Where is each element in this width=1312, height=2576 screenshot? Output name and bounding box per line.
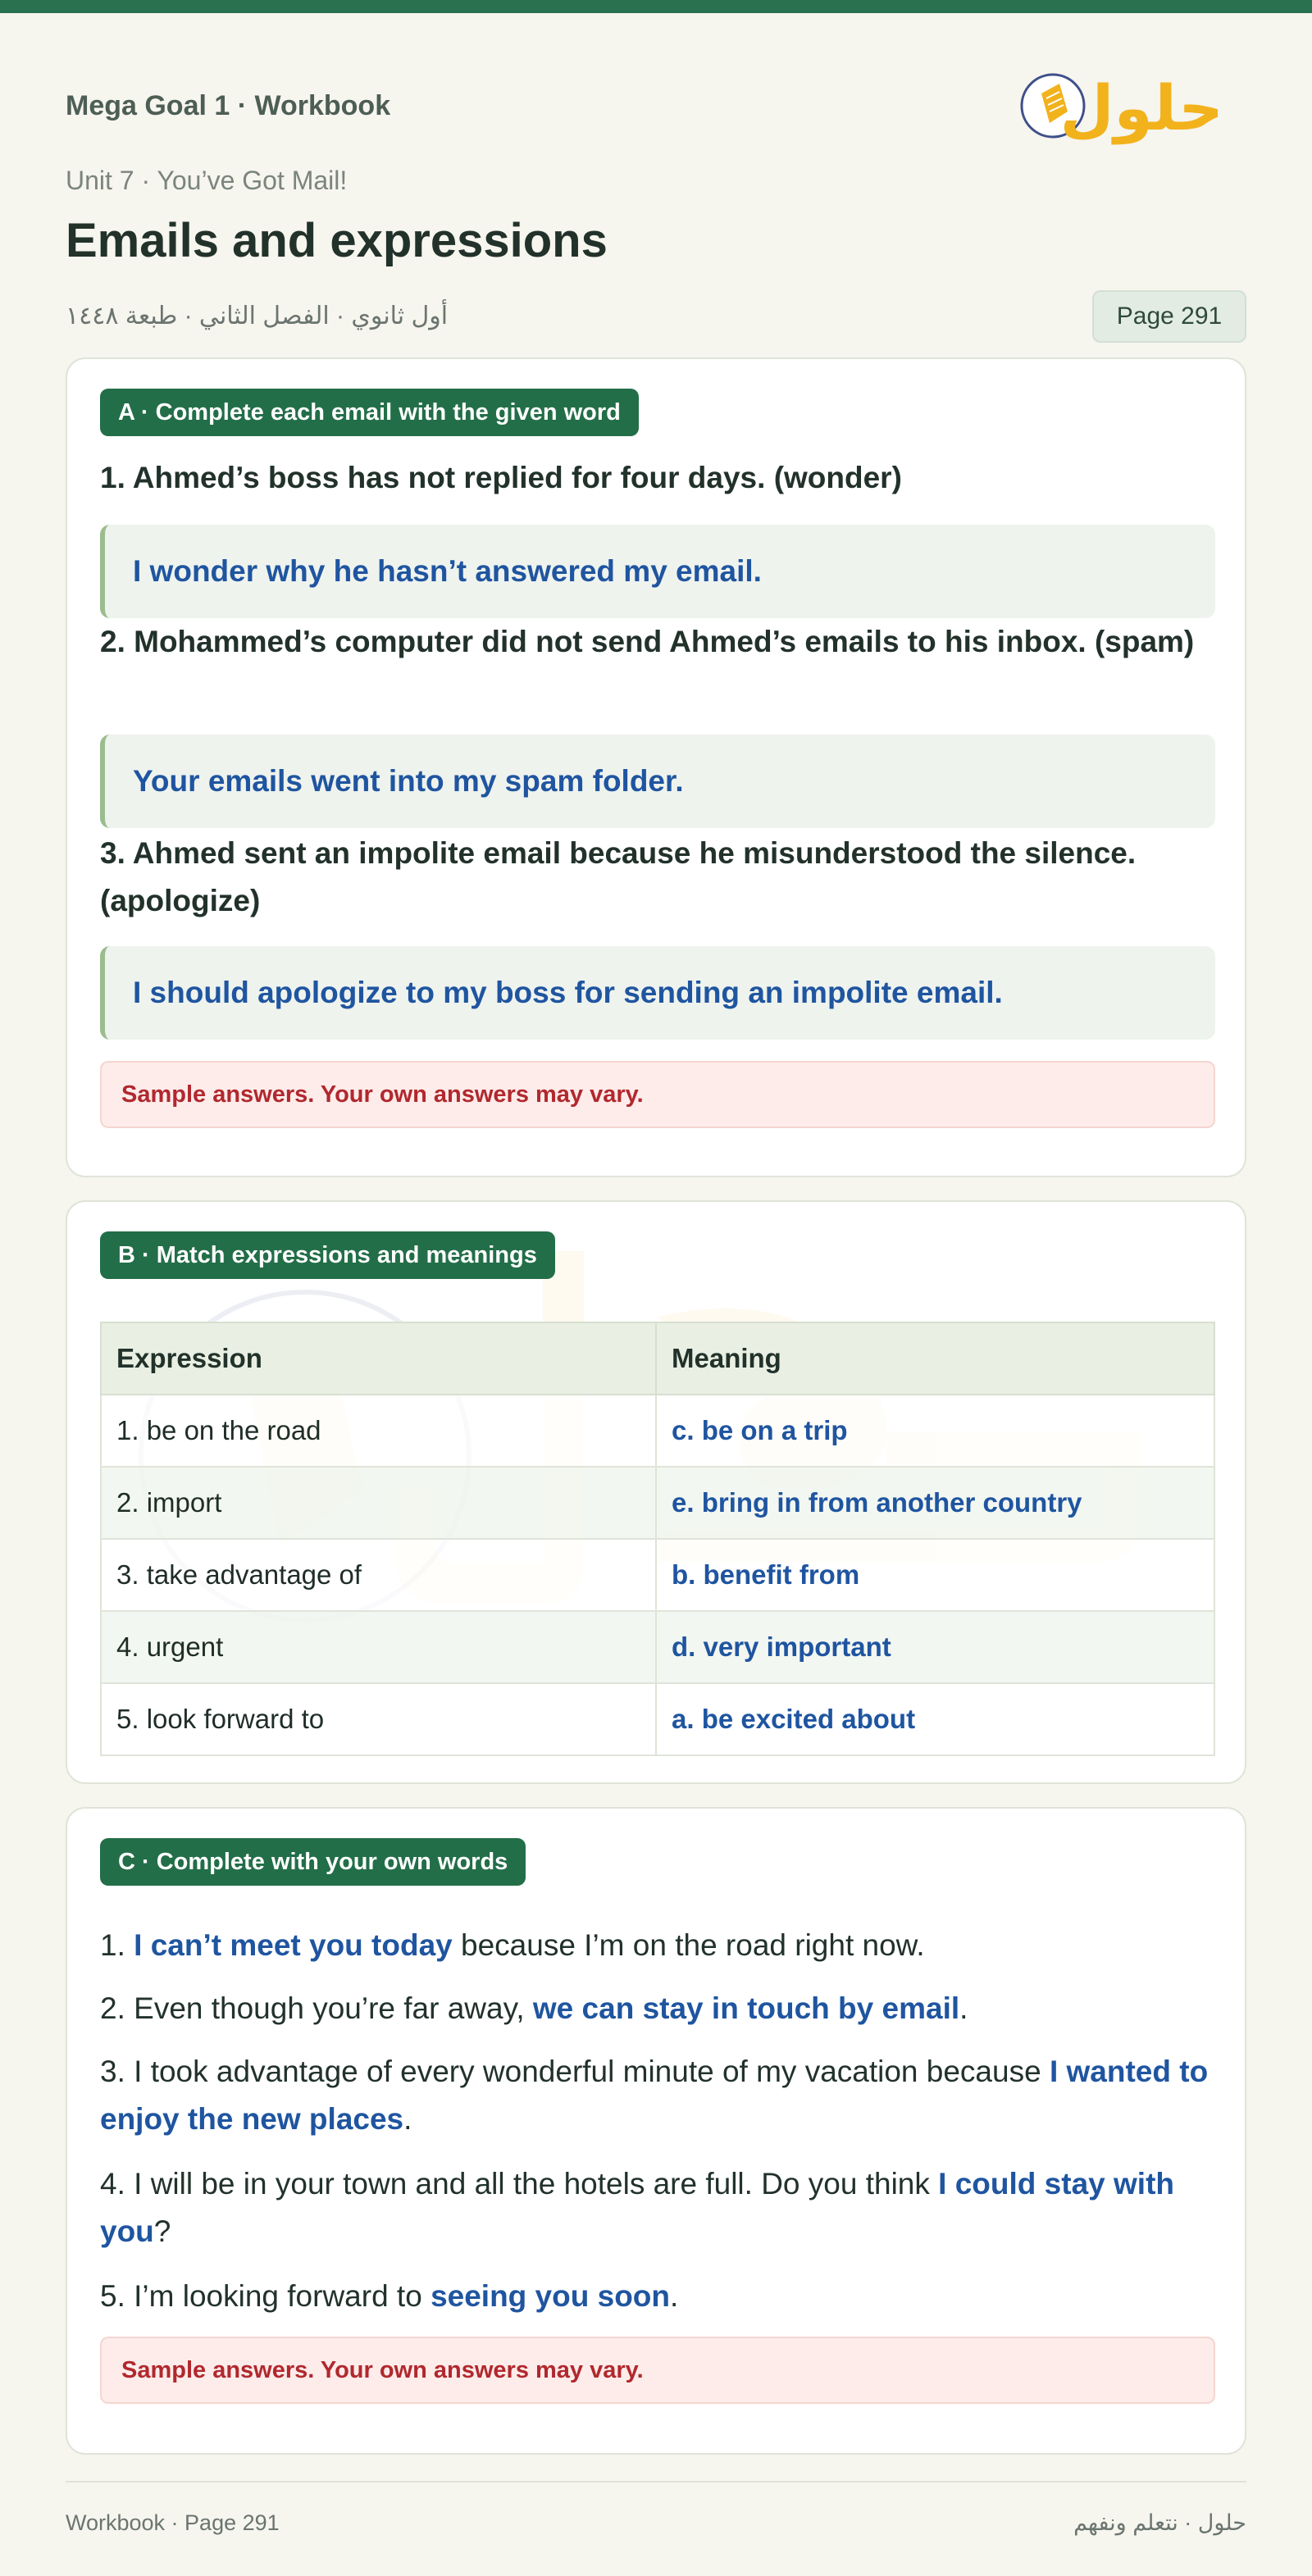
section-a-card — [66, 357, 1246, 1177]
table-row — [101, 1611, 1214, 1683]
footer-page-label: Workbook · Page 291 — [66, 2510, 280, 2535]
meaning-cell: b. benefit from — [656, 1539, 1214, 1611]
sample-answers-note: Sample answers. Your own answers may vary. — [100, 2337, 1215, 2404]
page-header — [0, 13, 1312, 357]
table-header-row — [101, 1322, 1214, 1395]
logo-text: حلول — [1059, 71, 1223, 144]
question-1: 1. Ahmed’s boss has not replied for four days. (wonder) — [100, 461, 902, 494]
section-b-card — [66, 1200, 1246, 1784]
completion-item-1 — [100, 1922, 1223, 1969]
meaning-cell: a. be excited about — [656, 1683, 1214, 1755]
table-row — [101, 1395, 1214, 1467]
unit-line: Unit 7 · You’ve Got Mail! — [66, 166, 348, 195]
footer-divider — [66, 2481, 1246, 2483]
item-text: . — [959, 1991, 968, 2025]
answer-1: I wonder why he hasn’t answered my email. — [100, 525, 1215, 618]
expression-cell: 3. take advantage of — [101, 1539, 656, 1611]
section-c-card — [66, 1807, 1246, 2455]
answer-2: Your emails went into my spam folder. — [100, 735, 1215, 828]
item-answer: I can’t meet you today — [134, 1928, 453, 1962]
item-answer: seeing you soon — [430, 2279, 670, 2313]
item-text: 2. Even though you’re far away, — [100, 1991, 533, 2025]
item-answer: I could stay with you — [100, 2167, 1174, 2248]
table-row — [101, 1467, 1214, 1539]
question-3: 3. Ahmed sent an impolite email because he misunderstood the silence. (apologize) — [100, 836, 1137, 917]
item-text: 5. I’m looking forward to — [100, 2279, 431, 2313]
expression-cell: 4. urgent — [101, 1611, 656, 1683]
completion-item-4 — [100, 2160, 1223, 2255]
item-text: 1. — [100, 1928, 134, 1962]
section-a-label: A · Complete each email with the given word — [100, 389, 639, 436]
completion-item-2 — [100, 1985, 1223, 2032]
table-row — [101, 1539, 1214, 1611]
question-2: 2. Mohammed’s computer did not send Ahmed’s emails to his inbox. (spam) — [100, 625, 1195, 658]
page-title: Emails and expressions — [66, 214, 608, 267]
item-text: . — [403, 2102, 412, 2136]
item-text: 3. I took advantage of every wonderful minute of my vacation because — [100, 2055, 1050, 2088]
expression-cell: 1. be on the road — [101, 1395, 656, 1467]
book-title: Mega Goal 1 · Workbook — [66, 90, 391, 121]
meaning-cell: c. be on a trip — [656, 1395, 1214, 1467]
item-answer: we can stay in touch by email — [532, 1991, 960, 2025]
item-answer: I wanted to enjoy the new places — [100, 2055, 1209, 2136]
meaning-cell: d. very important — [656, 1611, 1214, 1683]
sample-answers-note: Sample answers. Your own answers may vary. — [100, 1061, 1215, 1128]
top-accent-bar — [0, 0, 1312, 13]
table-row — [101, 1683, 1214, 1755]
column-header-meaning: Meaning — [656, 1322, 1214, 1395]
column-header-expression: Expression — [101, 1322, 656, 1395]
expression-cell: 2. import — [101, 1467, 656, 1539]
completion-item-3 — [100, 2048, 1223, 2143]
expression-cell: 5. look forward to — [101, 1683, 656, 1755]
item-text: ? — [153, 2214, 171, 2248]
page-badge: Page 291 — [1092, 290, 1246, 343]
item-text: because I’m on the road right now. — [452, 1928, 925, 1962]
hulul-logo — [1018, 61, 1233, 151]
section-b-label: B · Match expressions and meanings — [100, 1231, 555, 1279]
item-text: 4. I will be in your town and all the hotels are full. Do you think — [100, 2167, 939, 2201]
footer-brand-tagline: حلول · نتعلم ونفهم — [1073, 2510, 1246, 2535]
match-table — [100, 1322, 1215, 1756]
section-c-label: C · Complete with your own words — [100, 1838, 526, 1886]
answer-3: I should apologize to my boss for sending an impolite email. — [100, 946, 1215, 1040]
meaning-cell: e. bring in from another country — [656, 1467, 1214, 1539]
arabic-subtitle: أول ثانوي · الفصل الثاني · طبعة ١٤٤٨ — [66, 303, 449, 330]
completion-item-5 — [100, 2273, 1223, 2320]
item-text: . — [670, 2279, 679, 2313]
